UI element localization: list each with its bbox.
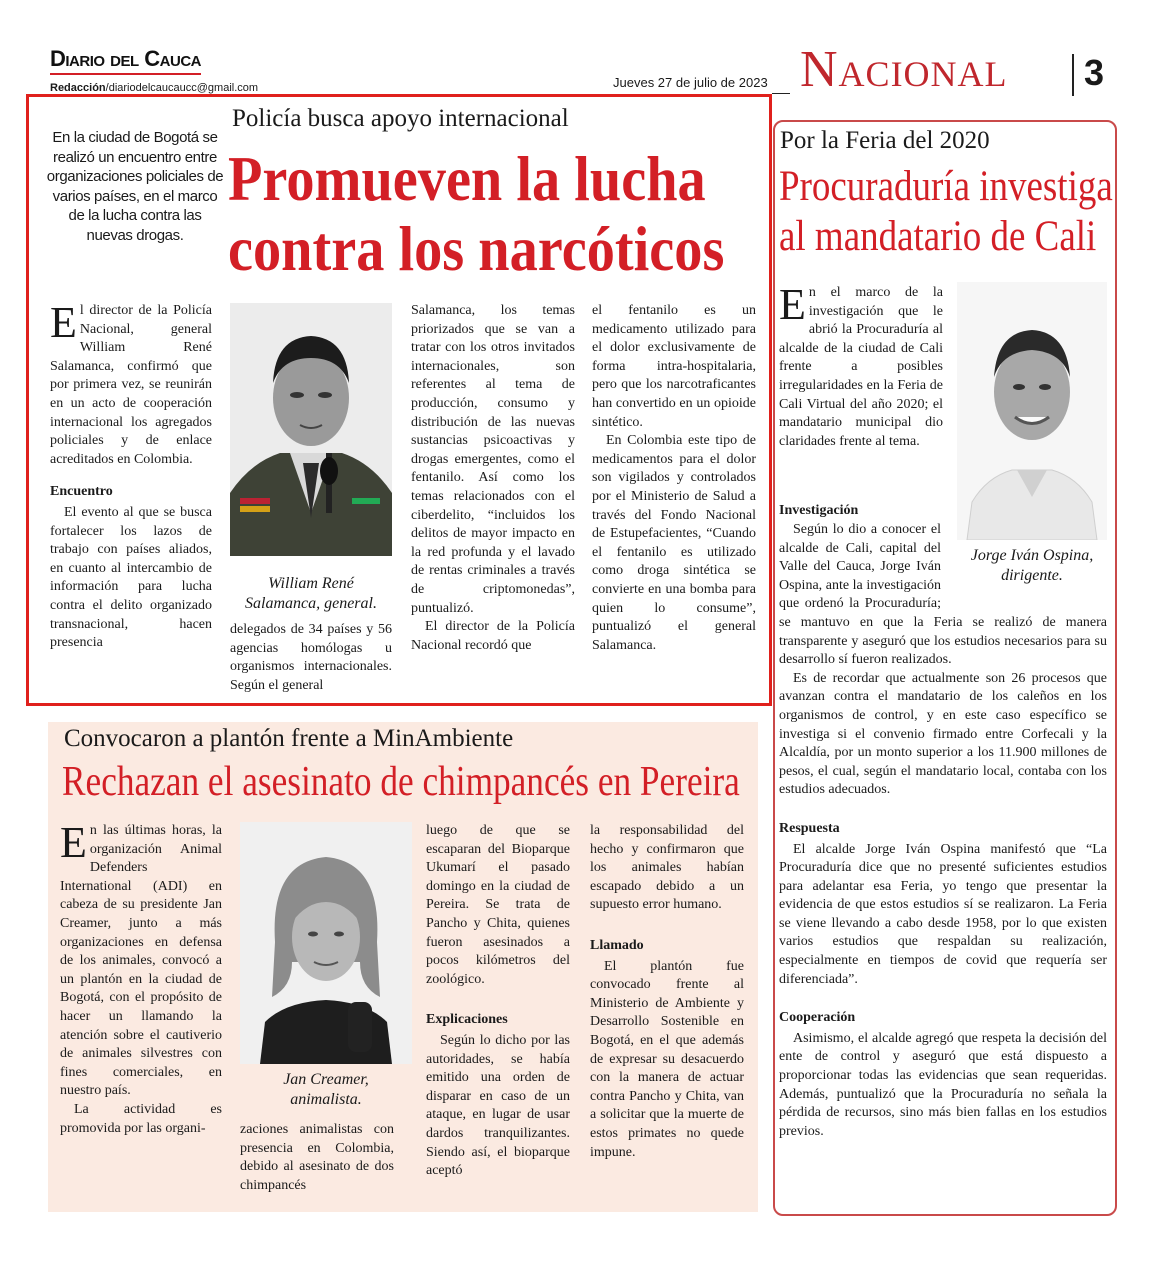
main-kicker: Policía busca apoyo internacional <box>232 105 569 132</box>
creamer-photo <box>240 822 412 1064</box>
right-p2-text: Según lo dio a conocer el alcalde de Cali, capital del Valle del Cauca, Jorge Iván Ospina, ante la investigación que ordenó la Procuraduría; se mantuvo en que la Feria se realizó de manera transparente y aseguró que los estudios necesarios para su desarrollo sí fueron realizados. <box>779 522 1107 668</box>
paper-name: Diario del Cauca <box>50 46 201 75</box>
issue-date: Jueves 27 de julio de 2023 <box>613 75 768 90</box>
bottom-col1-p1: n las últimas horas, la organización Animal Defenders International (ADI) en cabeza de su presidente Jan Creamer, junto a más organizaciones en defensa de los animales, convocó a un plantón en la ciudad de Bogotá, con el propósito de hacer un llamando la atención sobre el cautiverio de animales silvestres con fines comerciales, en nuestro país. <box>60 823 222 1099</box>
bottom-col4-p2: El plantón fue convocado frente al Ministerio de Ambiente y Desarrollo Sostenible en Bogotá, en el que además de expresar su desacuerdo con la manera de actuar contra Pancho y Chita, van a solicitar que la muerte de estos primates no quede impune. <box>590 958 744 1160</box>
right-p3: Es de recordar que actualmente son 26 procesos que avanzan contra el mandatario de los caleños en los organismos de control, y en este caso específico se investiga si el convenio firmado entre Corfecali y la Alcaldía, por un monto superior a los 11.900 millones de pesos, el cual, según el mandatario local, contaba con los estudios adecuados. <box>779 670 1107 798</box>
bottom-col-4 <box>590 822 744 1202</box>
right-subhead-investigacion: Investigación <box>779 503 859 518</box>
right-p5: Asimismo, el alcalde agregó que respeta la decisión del ente de control y aseguró que está dispuesto a proporcionar todas las evidencias que sean requeridas. Además, puntualizó que la Procuraduría no señala la pérdida de recursos, sino más bien fallas en los estudios previos. <box>779 1030 1107 1139</box>
right-col-intro <box>779 284 943 484</box>
ospina-photo <box>957 282 1107 540</box>
bottom-col3-p2: Según lo dicho por las autoridades, se había emitido una orden de disparar en caso de un ataque, en lugar de usar dardos tranquilizantes. Siendo así, el bioparque aceptó <box>426 1032 570 1179</box>
creamer-caption <box>240 1070 412 1110</box>
salamanca-caption-line2: Salamanca, general. <box>245 595 377 612</box>
bottom-col-2 <box>240 1121 394 1199</box>
bottom-col-3 <box>426 822 570 1202</box>
main-headline <box>228 142 725 286</box>
redaccion-email: /diariodelcaucaucc@gmail.com <box>105 82 259 94</box>
bottom-subhead-explicaciones: Explicaciones <box>426 1012 508 1028</box>
salamanca-caption-line1: William René <box>268 575 354 592</box>
bottom-col4-p1: la responsabilidad del hecho y confirmaron que los animales habían escapado debido a un supuesto error humano. <box>590 823 744 913</box>
creamer-caption-line1: Jan Creamer, <box>283 1071 369 1088</box>
section-divider <box>1072 54 1074 96</box>
main-col1-p2: El evento al que se busca fortalecer los lazos de trabajo con países aliados, en cuanto al intercambio de información para lucha contra el delito organizado transnacional, hacen presencia <box>50 504 212 651</box>
ospina-caption-line1: Jorge Iván Ospina, <box>970 547 1094 564</box>
right-col-body <box>779 521 1107 1211</box>
ospina-caption-line2: dirigente. <box>1001 567 1063 584</box>
right-headline <box>779 162 1113 262</box>
bottom-subhead-llamado: Llamado <box>590 937 644 953</box>
main-col2-p1: delegados de 34 países y 56 agencias homólogas u organismos internacionales. Según el general <box>230 622 392 693</box>
salamanca-photo <box>230 303 392 556</box>
right-p1: n el marco de la investigación que le abrió la Procuraduría al alcalde de la ciudad de Cali frente a posibles irregularidades en la Feria de Cali Virtual del año 2020; el mandatario municipal dio claridades frente al tema. <box>779 285 943 449</box>
right-subhead-respuesta: Respuesta <box>779 820 840 836</box>
right-subhead-investigacion-wrap <box>779 502 949 521</box>
general-portrait-icon <box>230 303 392 556</box>
main-col4-p2: En Colombia este tipo de medicamentos para el dolor son vigilados y controlados por el Ministerio de Salud a través del Fondo Nacional de Estupefacientes, “Cuando el fentanilo es utilizado como droga sintética se convierte en una bomba para quien lo consume”, puntualizó el general Salamanca. <box>592 433 756 653</box>
right-headline-line2: al mandatario de Cali <box>779 213 1097 260</box>
main-col-2 <box>230 621 392 697</box>
redaccion-label: Redacción <box>50 82 106 94</box>
bottom-dropcap: E <box>60 822 87 867</box>
activist-portrait-icon <box>240 822 412 1064</box>
bottom-col-1 <box>60 822 222 1202</box>
date-rule <box>772 93 790 94</box>
right-p2 <box>779 521 1107 670</box>
creamer-caption-line2: animalista. <box>290 1091 362 1108</box>
main-col-3 <box>411 302 575 698</box>
main-col3-p2: El director de la Policía Nacional recordó que <box>411 619 575 653</box>
main-col-4 <box>592 302 756 698</box>
right-dropcap: E <box>779 284 806 329</box>
main-dropcap: E <box>50 302 77 347</box>
main-headline-line2: contra los narcóticos <box>228 213 725 284</box>
main-col-1 <box>50 302 212 696</box>
right-p4: El alcalde Jorge Iván Ospina manifestó que “La Procuraduría dice que no presenté suficientes estudios para adelantar esa Feria, yo tengo que presentar la evidencia de que estos estudios sí se realizaron. La Feria se viene llevando a cabo desde 1958, por lo que existen varios estudios que respaldan su realización, especialmente en tiempos de covid que requería ser diferenciada”. <box>779 841 1107 987</box>
mayor-portrait-icon <box>957 282 1107 540</box>
main-col4-p1: el fentanilo es un medicamento utilizado para el dolor exclusivamente de forma intra-hospitalaria, pero que los narcotraficantes han convertido en un opioide sintético. <box>592 303 756 430</box>
salamanca-caption <box>228 574 394 614</box>
bottom-kicker: Convocaron a plantón frente a MinAmbiente <box>64 725 514 752</box>
main-summary: En la ciudad de Bogotá se realizó un encuentro entre organizaciones policiales de varios países, en el marco de la lucha contra las nuevas drogas. <box>46 129 224 244</box>
bottom-col1-p2: La actividad es promovida por las organi- <box>60 1101 222 1136</box>
right-subhead-cooperacion: Cooperación <box>779 1010 856 1026</box>
main-col1-p1: l director de la Policía Nacional, general William René Salamanca, confirmó que por primera vez, se reunirán en un acto de cooperación internacional los agregados policiales y de enlace acreditados en Colombia. <box>50 303 212 467</box>
right-headline-line1: Procuraduría investiga <box>779 163 1113 210</box>
page-number: 3 <box>1084 52 1105 93</box>
main-col3-p1: Salamanca, los temas priorizados que se van a tratar con los otros invitados internacionales, son referentes al tema de producción, consumo y distribución de las nuevas sustancias psicoactivas y drogas emergentes, como el fentanilo. Así como los temas relacionados con el ciberdelito, “incluidos los delitos de mayor impacto en la red profunda y el lavado de rentas criminales a través de criptomonedas”, puntualizó. <box>411 303 575 616</box>
bottom-col3-p1: luego de que se escaparan del Bioparque Ukumarí el pasado domingo en la ciudad de Pereira. Se trata de Pancho y Chita, quienes fueron asesinados a pocos kilómetros del zoológico. <box>426 823 570 987</box>
right-kicker: Por la Feria del 2020 <box>780 127 990 154</box>
bottom-headline: Rechazan el asesinato de chimpancés en Pereira <box>62 759 740 805</box>
redaccion-line <box>50 82 258 94</box>
main-subhead-encuentro: Encuentro <box>50 484 113 500</box>
section-title: Nacional <box>800 41 1008 98</box>
main-headline-line1: Promueven la lucha <box>228 143 706 214</box>
bottom-col2-p1: zaciones animalistas con presencia en Colombia, debido al asesinato de dos chimpancés <box>240 1122 394 1193</box>
